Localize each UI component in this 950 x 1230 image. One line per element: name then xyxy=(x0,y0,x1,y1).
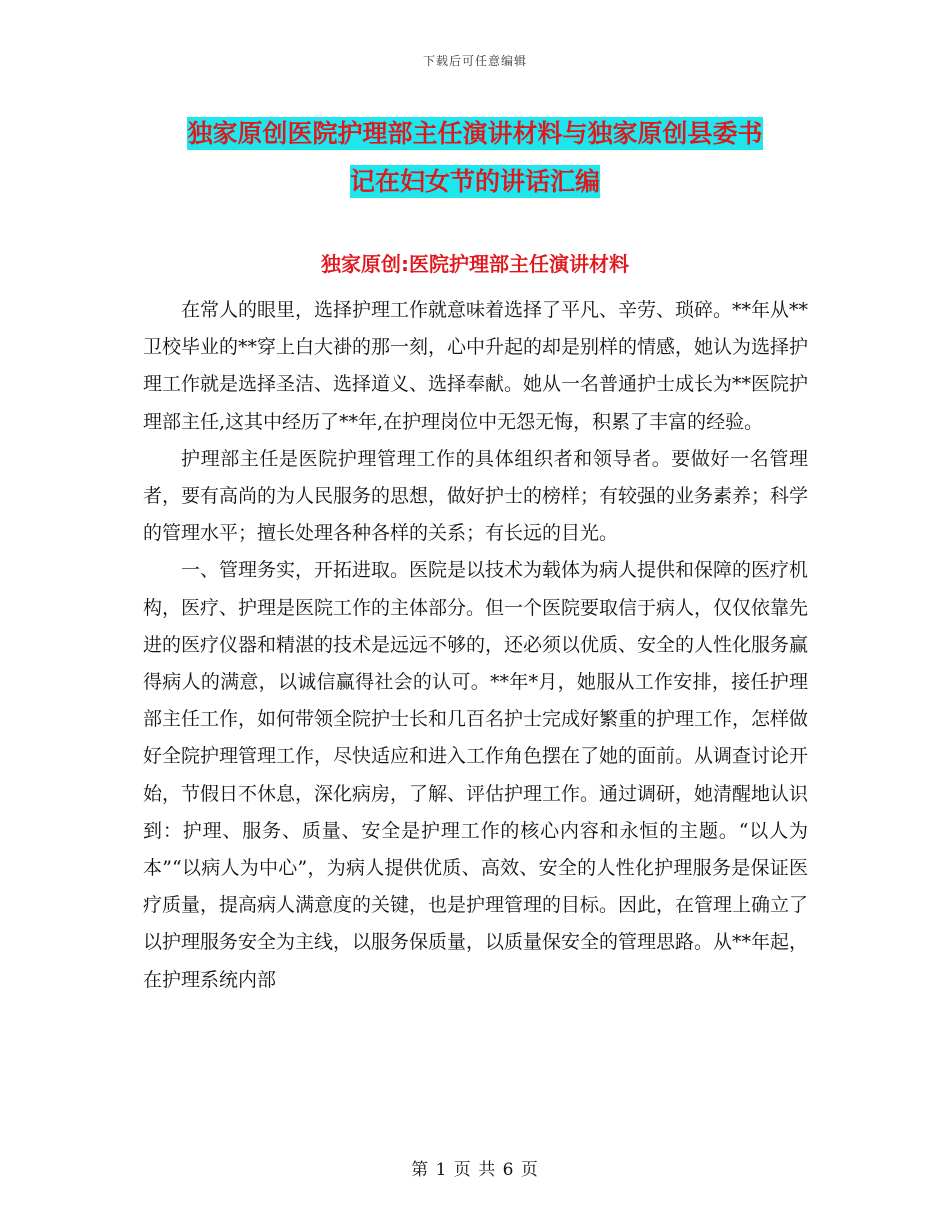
paragraph-1: 在常人的眼里，选择护理工作就意味着选择了平凡、辛劳、琐碎。**年从**卫校毕业的**穿上白大褂的那一刻，心中升起的却是别样的情感，她认为选择护理工作就是选择圣洁、选择道义、选择奉献。她从一名普通护士成长为**医院护理部主任,这其中经历了**年,在护理岗位中无怨无悔，积累了丰富的经验。 xyxy=(143,299,809,433)
header-note: 下载后可任意编辑 xyxy=(422,54,527,68)
paragraph-2: 护理部主任是医院护理管理工作的具体组织者和领导者。要做好一名管理者，要有高尚的为人民服务的思想，做好护士的榜样；有较强的业务素养；科学的管理水平；擅长处理各种各样的关系；有长远的目光。 xyxy=(143,447,809,545)
body-text xyxy=(143,292,808,999)
document-title-line-2: 记在妇女节的讲话汇编 xyxy=(349,167,600,196)
page-footer: 第 1 页 共 6 页 xyxy=(411,1160,539,1180)
paragraph-3: 一、管理务实，开拓进取。医院是以技术为载体为病人提供和保障的医疗机构，医疗、护理是医院工作的主体部分。但一个医院要取信于病人，仅仅依靠先进的医疗仪器和精湛的技术是远远不够的，还必须以优质、安全的人性化服务赢得病人的满意，以诚信赢得社会的认可。**年*月，她服从工作安排，接任护理部主任工作，如何带领全院护士长和几百名护士完成好繁重的护理工作，怎样做好全院护理管理工作，尽快适应和进入工作角色摆在了她的面前。从调查讨论开始，节假日不休息，深化病房，了解、评估护理工作。通过调研，她清醒地认识到：护理、服务、质量、安全是护理工作的核心内容和永恒的主题。“以人为本”“以病人为中心”，为病人提供优质、高效、安全的人性化护理服务是保证医疗质量，提高病人满意度的关键，也是护理管理的目标。因此，在管理上确立了以护理服务安全为主线，以服务保质量，以质量保安全的管理思路。从**年起，在护理系统内部 xyxy=(143,559,809,991)
section-title: 独家原创:医院护理部主任演讲材料 xyxy=(321,252,629,276)
document-title xyxy=(0,110,950,206)
document-title-line-1: 独家原创医院护理部主任演讲材料与独家原创县委书 xyxy=(187,119,763,148)
